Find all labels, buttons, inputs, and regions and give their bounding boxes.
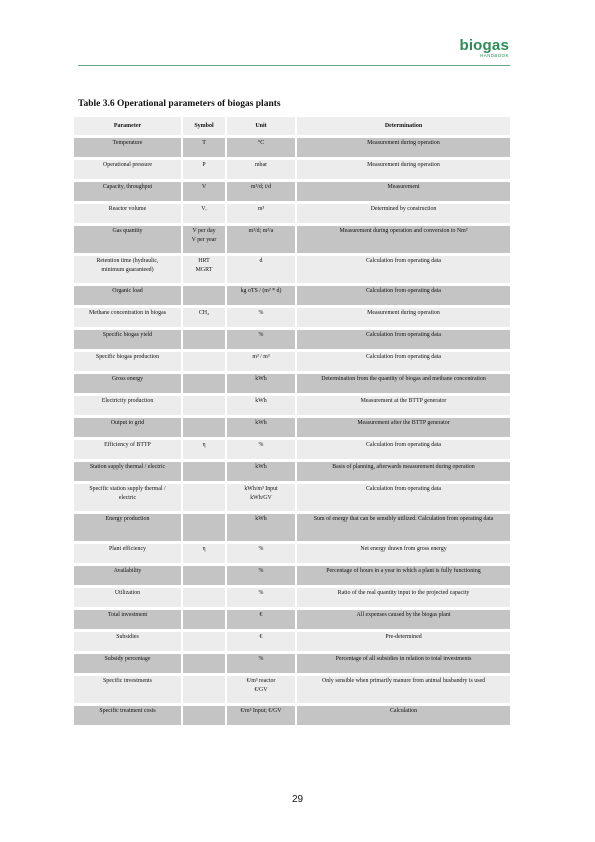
- operational-parameters-table: [74, 117, 510, 728]
- table-row: [74, 374, 510, 396]
- parameter-cell: Operational pressure: [74, 160, 183, 182]
- symbol-cell: [183, 588, 227, 610]
- determination-cell: Ratio of the real quantity input to the projected capacity: [297, 588, 510, 610]
- unit-cell: m³ / m³: [227, 352, 297, 374]
- symbol-cell: [183, 462, 227, 484]
- parameter-cell: Methane concentration in biogas: [74, 308, 183, 330]
- determination-cell: Measurement at the BTTP generator: [297, 396, 510, 418]
- symbol-cell: η: [183, 440, 227, 462]
- symbol-cell: CH₄: [183, 308, 227, 330]
- unit-cell: %: [227, 566, 297, 588]
- table-row: [74, 396, 510, 418]
- determination-cell: Measurement after the BTTP generator: [297, 418, 510, 440]
- unit-cell: €: [227, 632, 297, 654]
- page-number: 29: [291, 794, 304, 805]
- table-row: [74, 226, 510, 256]
- parameter-cell: Subsidies: [74, 632, 183, 654]
- parameter-cell: Temperature: [74, 138, 183, 160]
- table-row: [74, 330, 510, 352]
- table-header-row: [74, 117, 510, 138]
- parameter-cell: Specific investments: [74, 676, 183, 706]
- determination-cell: Only sensible when primarily manure from animal husbandry is used: [297, 676, 510, 706]
- column-header-parameter: Parameter: [74, 117, 183, 138]
- symbol-cell: [183, 676, 227, 706]
- table-row: [74, 654, 510, 676]
- determination-cell: All expenses caused by the biogas plant: [297, 610, 510, 632]
- table-row: [74, 706, 510, 728]
- parameter-cell: Retention time (hydraulic, minimum guaranteed): [74, 256, 183, 286]
- symbol-cell: T: [183, 138, 227, 160]
- table-row: [74, 514, 510, 544]
- parameter-cell: Gas quantity: [74, 226, 183, 256]
- table-row: [74, 632, 510, 654]
- unit-cell: m³/d; m³/a: [227, 226, 297, 256]
- symbol-cell: Vᵣ: [183, 204, 227, 226]
- table-row: [74, 204, 510, 226]
- unit-cell: °C: [227, 138, 297, 160]
- determination-cell: Net energy drawn from gross energy: [297, 544, 510, 566]
- parameter-cell: Output to grid: [74, 418, 183, 440]
- parameter-cell: Availability: [74, 566, 183, 588]
- symbol-cell: [183, 286, 227, 308]
- determination-cell: Measurement during operation: [297, 160, 510, 182]
- unit-cell: %: [227, 308, 297, 330]
- unit-cell: d: [227, 256, 297, 286]
- table-row: [74, 286, 510, 308]
- logo-subtitle: HANDBOOK: [480, 53, 509, 58]
- unit-cell: %: [227, 330, 297, 352]
- determination-cell: Basis of planning, afterwards measurement during operation: [297, 462, 510, 484]
- determination-cell: Calculation: [297, 706, 510, 728]
- table-row: [74, 160, 510, 182]
- determination-cell: Calculation from operating data: [297, 256, 510, 286]
- symbol-cell: η: [183, 544, 227, 566]
- parameter-cell: Efficiency of BTTP: [74, 440, 183, 462]
- parameter-cell: Subsidy percentage: [74, 654, 183, 676]
- symbol-cell: [183, 632, 227, 654]
- parameter-cell: Station supply thermal / electric: [74, 462, 183, 484]
- symbol-cell: [183, 610, 227, 632]
- table-body: [74, 138, 510, 728]
- parameter-cell: Electricity production: [74, 396, 183, 418]
- symbol-cell: V per day V per year: [183, 226, 227, 256]
- column-header-symbol: Symbol: [183, 117, 227, 138]
- determination-cell: Measurement during operation: [297, 308, 510, 330]
- column-header-determination: Determination: [297, 117, 510, 138]
- determination-cell: Calculation from operating data: [297, 330, 510, 352]
- parameter-cell: Specific biogas yield: [74, 330, 183, 352]
- unit-cell: %: [227, 544, 297, 566]
- table-row: [74, 418, 510, 440]
- determination-cell: Determined by construction: [297, 204, 510, 226]
- determination-cell: Percentage of hours in a year in which a plant is fully functioning: [297, 566, 510, 588]
- table-row: [74, 566, 510, 588]
- parameter-cell: Reactor volume: [74, 204, 183, 226]
- unit-cell: m³: [227, 204, 297, 226]
- symbol-cell: [183, 654, 227, 676]
- parameter-cell: Plant efficiency: [74, 544, 183, 566]
- parameter-cell: Capacity, throughput: [74, 182, 183, 204]
- symbol-cell: [183, 566, 227, 588]
- determination-cell: Measurement: [297, 182, 510, 204]
- parameter-cell: Gross energy: [74, 374, 183, 396]
- parameter-cell: Total investment: [74, 610, 183, 632]
- symbol-cell: [183, 706, 227, 728]
- symbol-cell: [183, 484, 227, 514]
- parameters-table-container: [74, 117, 510, 728]
- parameter-cell: Energy production: [74, 514, 183, 544]
- column-header-unit: Unit: [227, 117, 297, 138]
- table-row: [74, 484, 510, 514]
- determination-cell: Calculation from operating data: [297, 286, 510, 308]
- unit-cell: kWh: [227, 396, 297, 418]
- unit-cell: %: [227, 588, 297, 610]
- determination-cell: Calculation from operating data: [297, 484, 510, 514]
- parameter-cell: Utilization: [74, 588, 183, 610]
- determination-cell: Measurement during operation: [297, 138, 510, 160]
- symbol-cell: HRT MGRT: [183, 256, 227, 286]
- unit-cell: kWh: [227, 374, 297, 396]
- table-row: [74, 676, 510, 706]
- symbol-cell: [183, 330, 227, 352]
- determination-cell: Sum of energy that can be sensibly utilized. Calculation from operating data: [297, 514, 510, 544]
- symbol-cell: P: [183, 160, 227, 182]
- unit-cell: %: [227, 654, 297, 676]
- unit-cell: €: [227, 610, 297, 632]
- unit-cell: €/m³ Input; €/GV: [227, 706, 297, 728]
- parameter-cell: Specific treatment costs: [74, 706, 183, 728]
- biogas-handbook-logo: [459, 38, 509, 59]
- unit-cell: kWh/m³ Input kWh/GV: [227, 484, 297, 514]
- unit-cell: mbar: [227, 160, 297, 182]
- table-row: [74, 462, 510, 484]
- unit-cell: kWh: [227, 462, 297, 484]
- unit-cell: €/m³ reactor €/GV: [227, 676, 297, 706]
- determination-cell: Pre-determined: [297, 632, 510, 654]
- table-row: [74, 588, 510, 610]
- symbol-cell: [183, 374, 227, 396]
- table-title: Table 3.6 Operational parameters of biogas plants: [78, 99, 281, 109]
- parameter-cell: Organic load: [74, 286, 183, 308]
- determination-cell: Percentage of all subsidies in relation to total investments: [297, 654, 510, 676]
- determination-cell: Determination from the quantity of biogas and methane concentration: [297, 374, 510, 396]
- table-row: [74, 352, 510, 374]
- parameter-cell: Specific biogas production: [74, 352, 183, 374]
- symbol-cell: V: [183, 182, 227, 204]
- determination-cell: Calculation from operating data: [297, 440, 510, 462]
- table-row: [74, 544, 510, 566]
- symbol-cell: [183, 514, 227, 544]
- symbol-cell: [183, 352, 227, 374]
- determination-cell: Measurement during operation and conversion to Nm³: [297, 226, 510, 256]
- table-row: [74, 182, 510, 204]
- unit-cell: kWh: [227, 418, 297, 440]
- symbol-cell: [183, 418, 227, 440]
- logo-wordmark: biogas: [459, 37, 509, 54]
- table-row: [74, 308, 510, 330]
- table-row: [74, 138, 510, 160]
- header-divider: [78, 65, 510, 66]
- unit-cell: kWh: [227, 514, 297, 544]
- table-row: [74, 256, 510, 286]
- parameter-cell: Specific station supply thermal / electric: [74, 484, 183, 514]
- table-row: [74, 440, 510, 462]
- unit-cell: m³/d; t/d: [227, 182, 297, 204]
- determination-cell: Calculation from operating data: [297, 352, 510, 374]
- symbol-cell: [183, 396, 227, 418]
- unit-cell: kg oTS / (m³ * d): [227, 286, 297, 308]
- table-row: [74, 610, 510, 632]
- unit-cell: %: [227, 440, 297, 462]
